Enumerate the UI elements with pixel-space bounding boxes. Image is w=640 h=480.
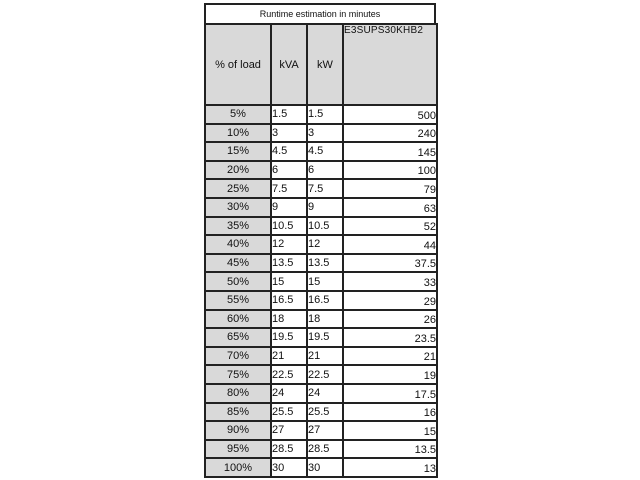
kw-cell: 19.5 (307, 328, 343, 347)
table-row (205, 235, 437, 254)
runtime-cell: 63 (343, 198, 437, 217)
header-row (205, 24, 437, 105)
kw-cell: 27 (307, 421, 343, 440)
table-row (205, 403, 437, 422)
kva-cell: 22.5 (271, 365, 307, 384)
kva-cell: 30 (271, 458, 307, 477)
runtime-cell: 13 (343, 458, 437, 477)
runtime-cell: 52 (343, 217, 437, 236)
kva-cell: 4.5 (271, 142, 307, 161)
runtime-cell: 16 (343, 403, 437, 422)
kva-cell: 12 (271, 235, 307, 254)
table-row (205, 328, 437, 347)
load-cell: 40% (205, 235, 271, 254)
runtime-cell: 17.5 (343, 384, 437, 403)
kva-cell: 24 (271, 384, 307, 403)
table-row (205, 105, 437, 124)
header-load: % of load (205, 24, 271, 105)
kva-cell: 19.5 (271, 328, 307, 347)
load-cell: 50% (205, 272, 271, 291)
header-model: E3SUPS30KHB2 (343, 24, 437, 105)
load-cell: 100% (205, 458, 271, 477)
runtime-cell: 240 (343, 124, 437, 143)
runtime-cell: 19 (343, 365, 437, 384)
kva-cell: 15 (271, 272, 307, 291)
kva-cell: 25.5 (271, 403, 307, 422)
load-cell: 80% (205, 384, 271, 403)
runtime-table-document (204, 3, 436, 478)
kw-cell: 6 (307, 161, 343, 180)
runtime-cell: 13.5 (343, 440, 437, 459)
runtime-cell: 100 (343, 161, 437, 180)
kw-cell: 9 (307, 198, 343, 217)
runtime-cell: 26 (343, 310, 437, 329)
kw-cell: 15 (307, 272, 343, 291)
runtime-cell: 500 (343, 105, 437, 124)
runtime-cell: 21 (343, 347, 437, 366)
table-row (205, 440, 437, 459)
kw-cell: 24 (307, 384, 343, 403)
kva-cell: 9 (271, 198, 307, 217)
runtime-cell: 15 (343, 421, 437, 440)
load-cell: 35% (205, 217, 271, 236)
load-cell: 15% (205, 142, 271, 161)
table-row (205, 365, 437, 384)
kw-cell: 22.5 (307, 365, 343, 384)
kw-cell: 16.5 (307, 291, 343, 310)
load-cell: 85% (205, 403, 271, 422)
kva-cell: 21 (271, 347, 307, 366)
runtime-cell: 23.5 (343, 328, 437, 347)
table-row (205, 217, 437, 236)
kva-cell: 3 (271, 124, 307, 143)
kw-cell: 30 (307, 458, 343, 477)
kw-cell: 21 (307, 347, 343, 366)
load-cell: 75% (205, 365, 271, 384)
table-row (205, 310, 437, 329)
load-cell: 25% (205, 179, 271, 198)
load-cell: 90% (205, 421, 271, 440)
runtime-cell: 29 (343, 291, 437, 310)
table-row (205, 124, 437, 143)
kw-cell: 10.5 (307, 217, 343, 236)
kva-cell: 7.5 (271, 179, 307, 198)
kw-cell: 7.5 (307, 179, 343, 198)
table-title: Runtime estimation in minutes (204, 3, 436, 23)
load-cell: 20% (205, 161, 271, 180)
kw-cell: 18 (307, 310, 343, 329)
kw-cell: 13.5 (307, 254, 343, 273)
kw-cell: 1.5 (307, 105, 343, 124)
runtime-cell: 145 (343, 142, 437, 161)
table-row (205, 254, 437, 273)
kva-cell: 18 (271, 310, 307, 329)
kva-cell: 13.5 (271, 254, 307, 273)
load-cell: 10% (205, 124, 271, 143)
kva-cell: 6 (271, 161, 307, 180)
table-row (205, 179, 437, 198)
load-cell: 70% (205, 347, 271, 366)
kw-cell: 12 (307, 235, 343, 254)
table-row (205, 142, 437, 161)
table-row (205, 161, 437, 180)
table-row (205, 384, 437, 403)
runtime-cell: 44 (343, 235, 437, 254)
table-row (205, 458, 437, 477)
table-row (205, 347, 437, 366)
runtime-cell: 33 (343, 272, 437, 291)
header-kw: kW (307, 24, 343, 105)
load-cell: 65% (205, 328, 271, 347)
load-cell: 55% (205, 291, 271, 310)
kw-cell: 4.5 (307, 142, 343, 161)
load-cell: 95% (205, 440, 271, 459)
table-row (205, 272, 437, 291)
kva-cell: 10.5 (271, 217, 307, 236)
kw-cell: 25.5 (307, 403, 343, 422)
table-body (205, 105, 437, 477)
kw-cell: 28.5 (307, 440, 343, 459)
kva-cell: 28.5 (271, 440, 307, 459)
table-row (205, 421, 437, 440)
load-cell: 45% (205, 254, 271, 273)
kva-cell: 16.5 (271, 291, 307, 310)
table-row (205, 198, 437, 217)
load-cell: 60% (205, 310, 271, 329)
runtime-cell: 79 (343, 179, 437, 198)
runtime-cell: 37.5 (343, 254, 437, 273)
load-cell: 5% (205, 105, 271, 124)
kva-cell: 1.5 (271, 105, 307, 124)
kw-cell: 3 (307, 124, 343, 143)
kva-cell: 27 (271, 421, 307, 440)
header-kva: kVA (271, 24, 307, 105)
runtime-table (204, 23, 438, 478)
table-row (205, 291, 437, 310)
load-cell: 30% (205, 198, 271, 217)
